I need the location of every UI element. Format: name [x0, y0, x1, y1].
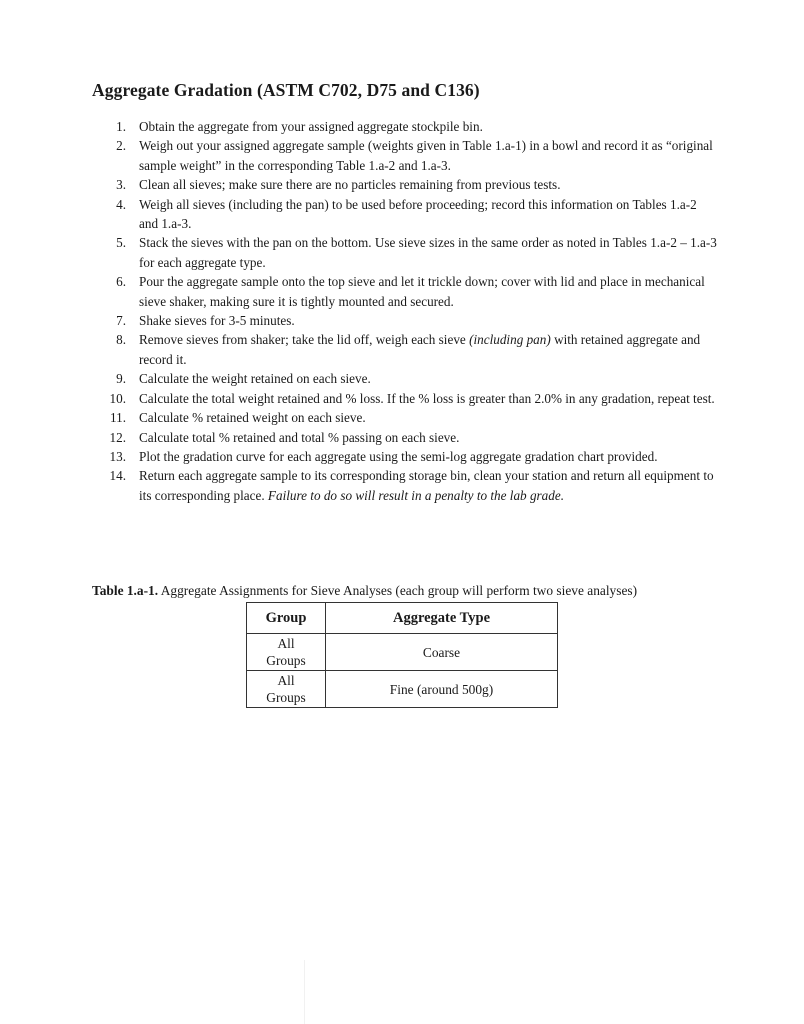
step-number: 3.: [116, 177, 126, 193]
step-number: 10.: [109, 390, 126, 406]
step-number: 6.: [116, 274, 126, 290]
document-title: Aggregate Gradation (ASTM C702, D75 and C136): [92, 80, 480, 100]
procedure-steps: [108, 117, 718, 505]
aggregate-assignments-table: [246, 602, 558, 708]
step-number: 7.: [116, 313, 126, 329]
step-item: [108, 195, 718, 234]
step-number: 5.: [116, 235, 126, 251]
table-row: [247, 634, 558, 671]
step-text-tail: with retained aggregate and record it.: [139, 332, 701, 367]
step-text: Calculate the weight retained on each sieve.: [139, 371, 371, 387]
step-number: 9.: [116, 371, 126, 387]
scan-artifact-line: [304, 960, 305, 1024]
step-item: [108, 311, 718, 330]
group-line-2: Groups: [266, 690, 306, 705]
step-text-emphasis: Failure to do so will result in a penalty to the lab grade.: [267, 487, 565, 503]
group-line-1: All: [277, 673, 295, 688]
step-text: Clean all sieves; make sure there are no particles remaining from previous tests.: [139, 177, 561, 193]
step-number: 8.: [116, 332, 126, 348]
step-item: [108, 447, 718, 466]
step-text-lead: Remove sieves from shaker; take the lid off, weigh each sieve: [139, 332, 470, 348]
step-text: Plot the gradation curve for each aggregate using the semi-log aggregate gradation chart provided.: [139, 448, 658, 464]
step-number: 1.: [116, 119, 126, 134]
group-line-1: All: [277, 636, 295, 651]
group-line-2: Groups: [266, 653, 306, 668]
step-item: [108, 233, 718, 272]
step-item: [108, 175, 718, 194]
step-item: [108, 466, 718, 505]
step-number: 11.: [110, 410, 126, 426]
step-text: Obtain the aggregate from your assigned aggregate stockpile bin.: [139, 119, 483, 134]
step-item: [108, 408, 718, 427]
aggregate-type-cell: Fine (around 500g): [326, 671, 558, 708]
step-item: [108, 330, 718, 369]
step-text: Pour the aggregate sample onto the top sieve and let it trickle down; cover with lid and place in mechanical sieve shaker, making sure it is tightly mounted and secured.: [139, 274, 705, 309]
step-item: [108, 272, 718, 311]
table-caption: [92, 583, 637, 599]
step-number: 13.: [109, 448, 126, 464]
header-group: Group: [247, 603, 326, 634]
step-number: 4.: [116, 196, 126, 212]
step-text: Shake sieves for 3-5 minutes.: [139, 313, 295, 329]
step-text: Stack the sieves with the pan on the bottom. Use sieve sizes in the same order as noted in Tables 1.a-2 – 1.a-3 for each aggregate type.: [139, 235, 717, 270]
group-cell: [247, 634, 326, 671]
table-caption-text: Aggregate Assignments for Sieve Analyses (each group will perform two sieve analyses): [158, 583, 638, 598]
step-text: Calculate the total weight retained and % loss. If the % loss is greater than 2.0% in any gradation, repeat test.: [139, 390, 715, 406]
step-text: Weigh all sieves (including the pan) to be used before proceeding; record this information on Tables 1.a-2 and 1.a-3.: [139, 196, 697, 232]
step-text: Calculate % retained weight on each sieve.: [139, 410, 366, 426]
step-text-lead: Return each aggregate sample to its corresponding storage bin, clean your station and return all equipment to its corresponding place.: [139, 468, 714, 503]
header-aggregate-type: Aggregate Type: [326, 603, 558, 634]
step-number: 12.: [109, 429, 126, 445]
table-row: [247, 671, 558, 708]
group-cell: [247, 671, 326, 708]
step-number: 2.: [116, 138, 126, 154]
step-item: [108, 117, 718, 136]
table-caption-label: Table 1.a-1.: [92, 583, 159, 598]
step-text: Calculate total % retained and total % passing on each sieve.: [139, 429, 460, 445]
step-number: 14.: [109, 468, 126, 484]
step-text: Weigh out your assigned aggregate sample (weights given in Table 1.a-1) in a bowl and record it as “original sample weight” in the corresponding Table 1.a-2 and 1.a-3.: [139, 138, 713, 173]
step-item: [108, 369, 718, 388]
step-text-emphasis: (including pan): [469, 332, 551, 348]
step-item: [108, 136, 718, 175]
aggregate-type-cell: Coarse: [326, 634, 558, 671]
table-header-row: [247, 603, 558, 634]
step-item: [108, 428, 718, 447]
step-item: [108, 389, 718, 408]
